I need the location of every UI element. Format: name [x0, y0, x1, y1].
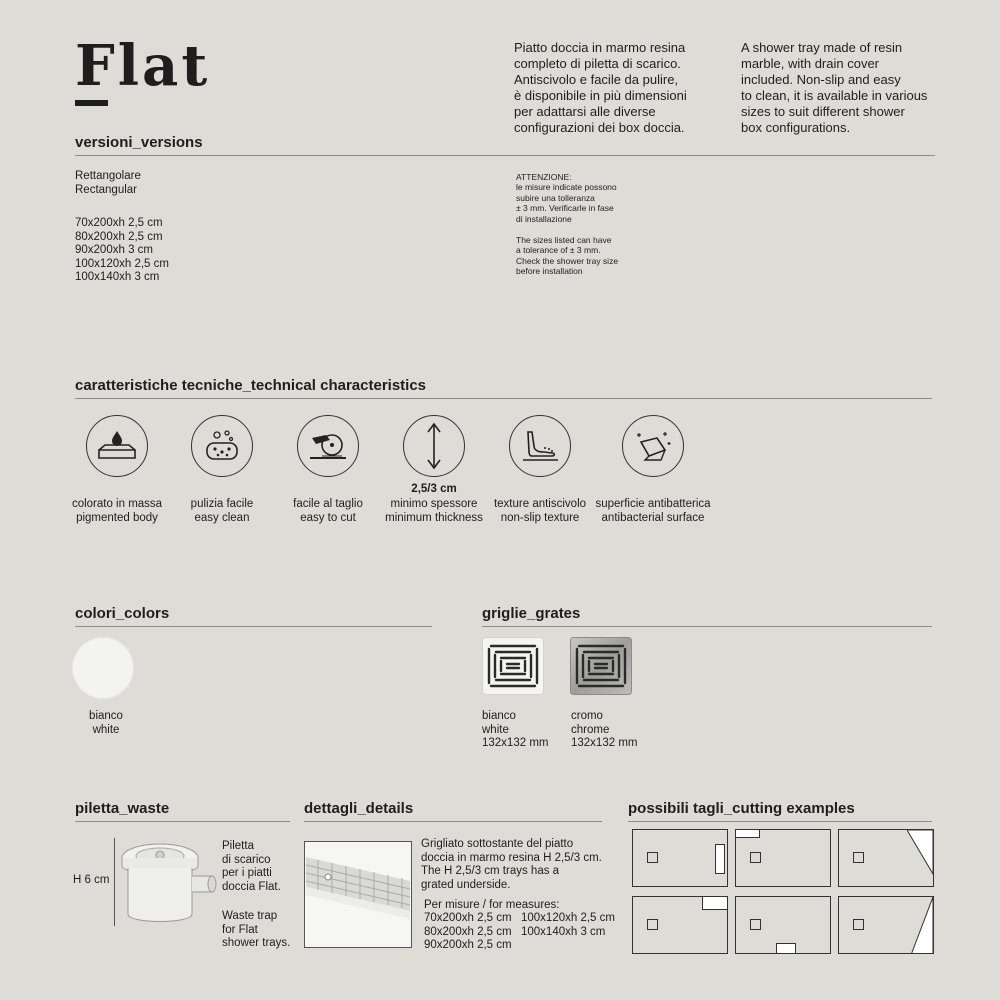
cut-diagonal — [909, 897, 933, 954]
versions-shape — [75, 170, 141, 197]
section-divider — [75, 821, 290, 822]
color-swatch-white[interactable] — [72, 637, 134, 699]
waste-desc-line: Waste trap — [222, 910, 278, 922]
thickness-arrow-icon — [403, 415, 465, 477]
tolerance-notice-en — [516, 235, 618, 277]
details-heading: dettagli_details — [304, 800, 414, 817]
size-item: 100x120xh 2,5 cm — [75, 257, 169, 270]
cutting-example — [735, 896, 831, 954]
measure-item: 100x120xh 2,5 cm — [521, 912, 615, 924]
grate-label-it: cromo — [571, 710, 603, 722]
feature-value — [162, 481, 282, 497]
feature-label-en: easy to cut — [300, 512, 356, 524]
feature-label-it: colorato in massa — [71, 498, 163, 510]
intro-it-line: Antiscivolo e facile da pulire, — [514, 72, 679, 87]
tolerance-notice-it — [516, 172, 617, 224]
cutting-example — [632, 896, 728, 954]
details-desc-line: doccia in marmo resina H 2,5/3 cm. — [421, 851, 602, 864]
cutting-example — [735, 829, 831, 887]
shape-it: Rettangolare — [75, 170, 141, 182]
cut-notch — [715, 844, 725, 874]
feature-antibacterial — [593, 415, 713, 525]
grated-underside-image — [304, 841, 412, 953]
feature-label-en: non-slip texture — [500, 512, 580, 524]
technical-heading: caratteristiche tecniche_technical characteristics — [75, 377, 427, 394]
details-measures-col2 — [521, 912, 615, 939]
logo: Flat — [75, 33, 211, 99]
notice-line: le misure indicate possono — [516, 182, 617, 193]
color-label — [72, 710, 140, 737]
section-divider — [304, 821, 602, 822]
details-desc-line: grated underside. — [421, 878, 511, 891]
intro-it-line: Piatto doccia in marmo resina — [514, 40, 686, 55]
measure-item: 90x200xh 2,5 cm — [424, 939, 512, 951]
drain-marker — [853, 919, 864, 930]
cutting-example — [632, 829, 728, 887]
feature-value — [480, 481, 600, 497]
waste-desc-line: doccia Flat. — [222, 880, 281, 893]
section-divider — [482, 626, 932, 627]
intro-it-line: completo di piletta di scarico. — [514, 56, 681, 71]
waste-desc-line: Piletta — [222, 840, 254, 852]
waste-heading: piletta_waste — [75, 800, 170, 817]
notice-line: before installation — [516, 266, 583, 277]
cutting-example — [838, 896, 934, 954]
drain-marker — [750, 852, 761, 863]
intro-it-line: è disponibile in più dimensioni — [514, 88, 687, 103]
grate-white-label — [482, 710, 548, 751]
waste-trap-image — [118, 836, 218, 933]
intro-en-line: to clean, it is available in various — [741, 88, 928, 103]
grate-size: 132x132 mm — [571, 737, 638, 749]
section-divider — [75, 626, 432, 627]
intro-en-line: box configurations. — [741, 120, 851, 135]
easy-clean-sponge-icon — [191, 415, 253, 477]
drain-marker — [853, 852, 864, 863]
feature-label-it: facile al taglio — [293, 498, 363, 510]
drain-marker — [647, 919, 658, 930]
grate-label-en: white — [482, 723, 509, 736]
feature-minimum-thickness — [374, 415, 494, 525]
grate-chrome-label — [571, 710, 637, 751]
size-item: 90x200xh 3 cm — [75, 244, 153, 256]
notice-line: Check the shower tray size — [516, 255, 619, 266]
waste-height: H 6 cm — [73, 874, 110, 886]
cut-notch — [735, 829, 760, 838]
feature-label-en: easy clean — [194, 512, 250, 524]
details-desc-line: Grigliato sottostante del piatto — [421, 838, 574, 850]
intro-en-line: sizes to suit different shower — [741, 104, 905, 119]
details-desc — [421, 838, 602, 892]
feature-label-it: superficie antibatterica — [595, 498, 711, 510]
waste-desc-line: for Flat — [222, 923, 258, 936]
feature-label-en: antibacterial surface — [601, 512, 705, 524]
intro-en-line: included. Non-slip and easy — [741, 72, 901, 87]
foot-non-slip-icon — [509, 415, 571, 477]
feature-easy-to-cut — [268, 415, 388, 525]
intro-italian — [514, 40, 687, 136]
feature-label-it: pulizia facile — [190, 498, 254, 510]
logo-underline — [75, 100, 108, 106]
size-item: 80x200xh 2,5 cm — [75, 230, 163, 243]
section-divider — [628, 821, 932, 822]
colors-heading: colori_colors — [75, 605, 170, 622]
measure-item: 70x200xh 2,5 cm — [424, 912, 512, 924]
feature-label-it: texture antiscivolo — [493, 498, 587, 510]
grate-label-en: chrome — [571, 723, 610, 736]
grate-white-image[interactable] — [482, 637, 544, 700]
cut-notch — [776, 943, 796, 954]
cut-diagonal — [907, 830, 933, 887]
antibacterial-wipe-icon — [622, 415, 684, 477]
versions-sizes — [75, 217, 169, 285]
drain-marker — [750, 919, 761, 930]
notice-line: a tolerance of ± 3 mm. — [516, 245, 601, 256]
intro-en-line: A shower tray made of resin — [741, 40, 903, 55]
grate-chrome-image[interactable] — [570, 637, 632, 700]
versions-heading: versioni_versions — [75, 134, 203, 151]
size-item: 100x140xh 3 cm — [75, 271, 160, 283]
feature-non-slip — [480, 415, 600, 525]
intro-english — [741, 40, 927, 136]
notice-line: ± 3 mm. Verificarle in fase — [516, 203, 614, 214]
height-marker-line — [114, 838, 115, 926]
size-item: 70x200xh 2,5 cm — [75, 217, 163, 229]
notice-line: subire una tolleranza — [516, 192, 595, 203]
section-divider — [75, 155, 935, 156]
waste-desc-it — [222, 840, 281, 894]
feature-label-it: minimo spessore — [390, 498, 478, 510]
details-measures-col1 — [424, 912, 512, 953]
details-measures-title: Per misure / for measures: — [424, 899, 560, 911]
circular-saw-icon — [297, 415, 359, 477]
cutting-example — [838, 829, 934, 887]
waste-desc-en — [222, 910, 290, 951]
grates-heading: griglie_grates — [482, 605, 581, 622]
feature-value — [268, 481, 388, 497]
grate-label-it: bianco — [482, 710, 516, 722]
notice-line: di installazione — [516, 213, 572, 224]
intro-it-line: configurazioni dei box doccia. — [514, 120, 685, 135]
feature-label-en: pigmented body — [76, 512, 158, 524]
section-divider — [75, 398, 932, 399]
waste-desc-line: per i piatti — [222, 867, 272, 879]
feature-pigmented-body — [57, 415, 177, 525]
intro-en-line: marble, with drain cover — [741, 56, 879, 71]
details-desc-line: The H 2,5/3 cm trays has a — [421, 865, 560, 877]
waste-desc-line: shower trays. — [222, 937, 291, 949]
feature-value — [593, 481, 713, 497]
measure-item: 80x200xh 2,5 cm — [424, 925, 512, 938]
intro-it-line: per adattarsi alle diverse — [514, 104, 656, 119]
feature-easy-clean — [162, 415, 282, 525]
shape-en: Rectangular — [75, 183, 138, 196]
waste-desc-line: di scarico — [222, 853, 271, 866]
measure-item: 100x140xh 3 cm — [521, 925, 606, 938]
color-label-it: bianco — [89, 710, 123, 722]
cutting-heading: possibili tagli_cutting examples — [628, 800, 855, 817]
cut-notch — [702, 896, 728, 910]
feature-value: 2,5/3 cm — [411, 483, 457, 495]
drain-marker — [647, 852, 658, 863]
notice-line: ATTENZIONE: — [516, 172, 572, 182]
notice-line: The sizes listed can have — [516, 235, 612, 245]
grate-size: 132x132 mm — [482, 737, 549, 749]
feature-label-en: minimum thickness — [385, 512, 483, 524]
color-label-en: white — [92, 723, 120, 736]
feature-value — [57, 481, 177, 497]
pigmented-body-icon — [86, 415, 148, 477]
